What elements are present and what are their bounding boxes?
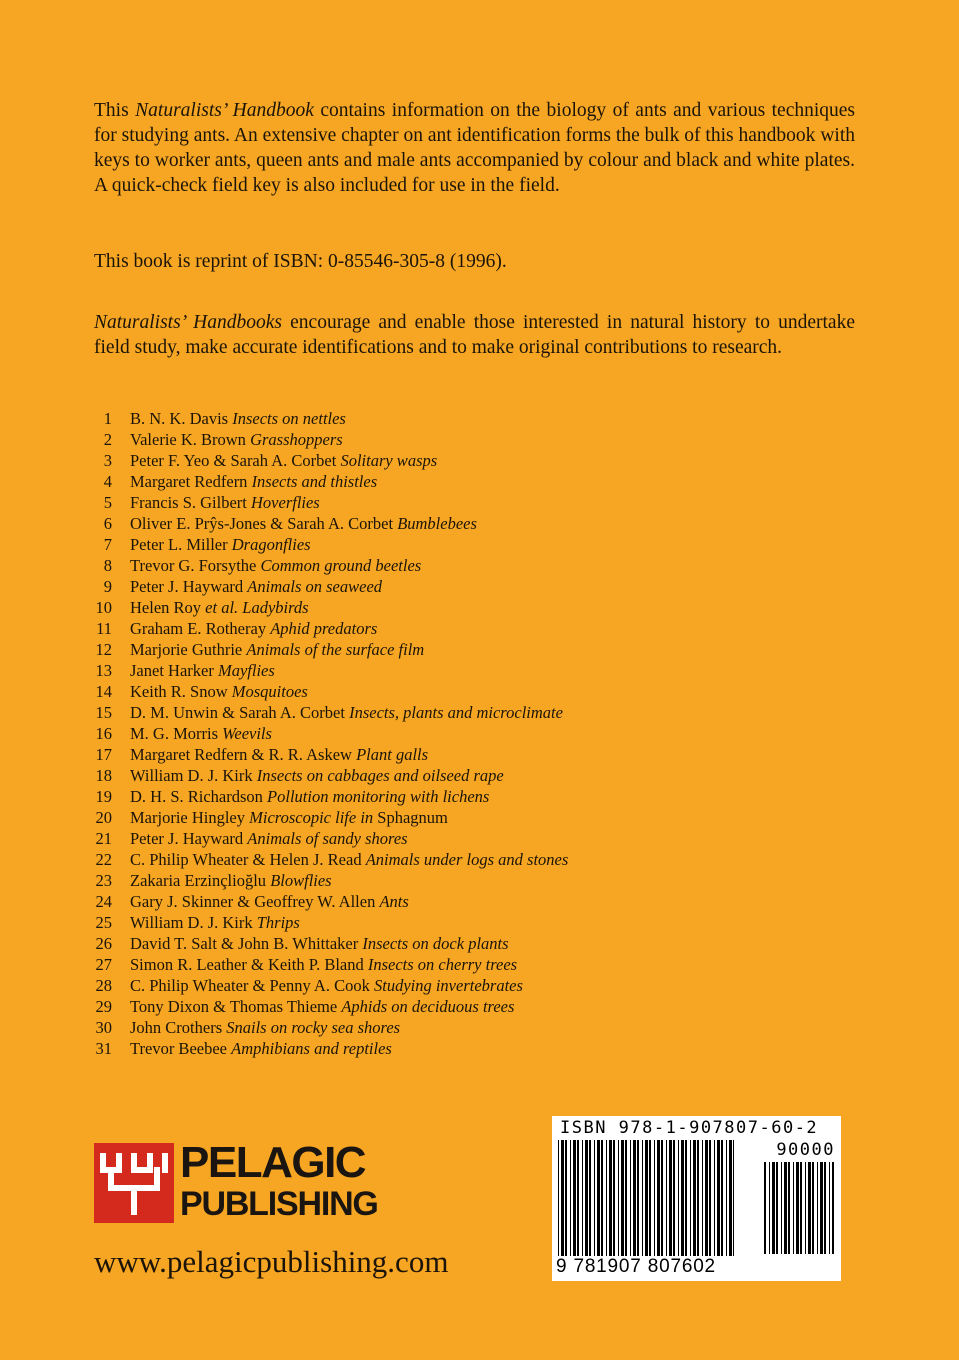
series-title: Grasshoppers [250,430,343,449]
barcode-bar [558,1140,559,1256]
publisher-name-line2: PUBLISHING [180,1185,378,1223]
series-item [92,765,852,786]
series-number: 16 [95,724,112,743]
series-author: Keith R. Snow [130,682,228,701]
series-entry [130,492,320,513]
series-number: 22 [95,850,112,869]
series-title: Insects on dock plants [362,934,509,953]
description-text: This [94,100,136,121]
series-number: 7 [103,535,112,554]
barcode-bar [582,1140,583,1256]
series-number: 12 [95,640,112,659]
barcode-bar [729,1140,732,1256]
series-title: Hoverflies [251,493,320,512]
barcode-bar [788,1162,790,1254]
barcode-bar [793,1162,794,1254]
series-author: Peter J. Hayward [130,829,244,848]
series-author: Peter J. Hayward [130,577,244,596]
series-author: Helen Roy [130,598,202,617]
series-title: Microscopic life in [249,808,374,827]
barcode-bar [661,1140,663,1256]
series-author: Gary J. Skinner & Geoffrey W. Allen [130,892,376,911]
series-item [92,828,852,849]
series-item [92,891,852,912]
series-item [92,555,852,576]
series-item [92,534,852,555]
series-title: Solitary wasps [340,451,438,470]
series-number: 25 [95,913,112,932]
handbook-title: Naturalists’ Handbook [135,100,314,121]
series-title: Animals under logs and stones [365,850,569,869]
series-entry [130,723,272,744]
series-entry [130,849,568,870]
series-author: John Crothers [130,1018,223,1037]
barcode-bar [784,1162,787,1254]
series-author: B. N. K. Davis [130,409,229,428]
series-item [92,639,852,660]
series-number: 31 [95,1039,112,1058]
barcode-bar [585,1140,588,1256]
series-number: 10 [95,598,112,617]
publisher-name [180,1138,378,1223]
barcode-bar [690,1140,691,1256]
series-title: Animals on seaweed [247,577,383,596]
series-entry [130,618,377,639]
series-entry [130,954,517,975]
barcode-bar [621,1140,624,1256]
series-number: 6 [103,514,112,533]
series-number: 14 [95,682,112,701]
series-entry [130,912,300,933]
series-number: 5 [103,493,112,512]
series-title: Plant galls [356,745,429,764]
barcode-bar [829,1162,830,1254]
barcode-bar [717,1140,720,1256]
barcode-bar [570,1140,571,1256]
series-entry [130,471,377,492]
series-item [92,576,852,597]
series-entry [130,597,309,618]
series-number: 30 [95,1018,112,1037]
series-author: C. Philip Wheater & Penny A. Cook [130,976,370,995]
series-number: 13 [95,661,112,680]
series-author: D. M. Unwin & Sarah A. Corbet [130,703,345,722]
series-list [92,408,852,1059]
reprint-note: This book is reprint of ISBN: 0-85546-305-8 (1996). [94,251,507,272]
barcode-bar [589,1140,591,1256]
publisher-website: www.pelagicpublishing.com [94,1244,449,1279]
series-entry [130,933,509,954]
barcode-bar [565,1140,567,1256]
barcode-bar [630,1140,631,1256]
series-title-suffix: Sphagnum [377,808,448,827]
publisher-logo [94,1138,394,1227]
description-text-cont: contains information on the biology of ants and various techniques for studying ants. An extensive chapter on ant identification forms the bulk of this handbook with keys to worker ants, queen ants and male ants accompanied by colour and black and white plates. A quick-check field key is also included for use in the field. [94,100,856,196]
series-number: 2 [103,430,112,449]
pelagic-logo-icon [94,1143,174,1223]
barcode-bar [769,1162,770,1254]
series-number: 24 [95,892,112,911]
barcode-bar [705,1140,708,1256]
series-author: David T. Salt & John B. Whittaker [130,934,359,953]
series-number: 9 [103,577,112,596]
series-author: William D. J. Kirk [130,913,253,932]
barcode-bar [594,1140,595,1256]
series-description-text: encourage and enable those interested in natural history to undertake field study, make accurate identifications and to make original contributions to research. [94,312,855,358]
series-entry [130,975,523,996]
isbn-digits: 9 781907 807602 [556,1256,716,1277]
barcode-bar [618,1140,619,1256]
barcode-bar [805,1162,806,1254]
series-number: 27 [95,955,112,974]
series-item [92,849,852,870]
series-entry [130,1038,392,1059]
barcode-bar [561,1140,564,1256]
barcode-bar [577,1140,579,1256]
barcode-bar [726,1140,727,1256]
series-entry [130,1017,400,1038]
barcode-bar [654,1140,655,1256]
series-entry [130,744,428,765]
series-title: Mosquitoes [231,682,308,701]
series-title: Bumblebees [397,514,477,533]
addon-barcode-bars [764,1162,834,1254]
barcode-bar [697,1140,699,1256]
series-item [92,996,852,1017]
series-item [92,471,852,492]
series-title: Animals of the surface film [246,640,425,659]
series-title: Insects on cherry trees [367,955,518,974]
series-entry [130,639,424,660]
series-title: Common ground beetles [260,556,422,575]
barcode-bar [637,1140,639,1256]
series-item [92,597,852,618]
series-item [92,618,852,639]
series-item [92,807,852,828]
barcode-bar [817,1162,818,1254]
series-entry [130,555,421,576]
barcode-bar [764,1162,766,1254]
barcode-bar [633,1140,636,1256]
series-number: 21 [95,829,112,848]
series-entry [130,807,448,828]
barcode-bar [601,1140,603,1256]
barcode-bar [613,1140,615,1256]
series-title: Studying invertebrates [373,976,523,995]
series-title: Insects on cabbages and oilseed rape [256,766,504,785]
barcode-bar [772,1162,775,1254]
barcode-bar [673,1140,675,1256]
series-entry [130,681,308,702]
series-number: 1 [103,409,112,428]
series-author: Oliver E. Prŷs-Jones & Sarah A. Corbet [130,514,394,533]
series-author: Trevor G. Forsythe [130,556,257,575]
barcode-bar [606,1140,607,1256]
series-title: Insects, plants and microclimate [349,703,563,722]
series-number: 3 [103,451,112,470]
series-title: et al. Ladybirds [205,598,309,617]
series-item [92,954,852,975]
series-title: Animals of sandy shores [247,829,408,848]
description-paragraph [94,98,855,198]
series-entry [130,786,489,807]
barcode-bar [709,1140,711,1256]
series-title: Mayflies [217,661,275,680]
series-entry [130,576,382,597]
series-entry [130,534,311,555]
series-item [92,975,852,996]
barcode-bar [681,1140,684,1256]
series-entry [130,408,346,429]
series-entry [130,429,343,450]
barcode-bar [573,1140,576,1256]
series-entry [130,765,504,786]
series-number: 29 [95,997,112,1016]
barcode-bar [669,1140,672,1256]
barcode-bar [781,1162,782,1254]
series-item [92,681,852,702]
series-author: Tony Dixon & Thomas Thieme [130,997,338,1016]
series-title: Pollution monitoring with lichens [267,787,490,806]
series-entry [130,513,477,534]
series-entry [130,891,409,912]
series-entry [130,870,332,891]
barcode-bar [649,1140,651,1256]
barcode-bar [702,1140,703,1256]
series-item [92,912,852,933]
barcode-bar [645,1140,648,1256]
series-item [92,660,852,681]
series-title: Dragonflies [231,535,311,554]
series-author: Peter F. Yeo & Sarah A. Corbet [130,451,337,470]
series-number: 8 [103,556,112,575]
series-number: 23 [95,871,112,890]
series-author: Graham E. Rotheray [130,619,267,638]
series-title: Amphibians and reptiles [231,1039,392,1058]
series-title: Aphids on deciduous trees [341,997,515,1016]
barcode-bar [685,1140,687,1256]
series-entry [130,996,514,1017]
series-title: Thrips [256,913,300,932]
publisher-name-line1: PELAGIC [180,1138,366,1187]
series-number: 28 [95,976,112,995]
barcode-bar [820,1162,823,1254]
barcode-bar [666,1140,667,1256]
series-number: 26 [95,934,112,953]
series-item [92,1017,852,1038]
barcode-bars [558,1140,734,1256]
series-author: Zakaria Erzinçlioğlu [130,871,267,890]
series-author: William D. J. Kirk [130,766,253,785]
series-title: Insects and thistles [251,472,378,491]
isbn-barcode [552,1116,841,1281]
series-item [92,450,852,471]
series-title: Weevils [222,724,272,743]
series-entry [130,660,275,681]
barcode-bar [800,1162,802,1254]
barcode-bar [832,1162,834,1254]
series-item [92,408,852,429]
series-title: Insects on nettles [232,409,346,428]
series-author: Peter L. Miller [130,535,228,554]
series-number: 17 [95,745,112,764]
series-author: D. H. S. Richardson [130,787,263,806]
series-number: 11 [96,619,112,638]
barcode-bar [733,1140,734,1256]
isbn-label: ISBN 978-1-907807-60-2 [560,1118,819,1138]
series-item [92,429,852,450]
series-name: Naturalists’ Handbooks [94,312,282,333]
series-item [92,513,852,534]
series-number: 19 [95,787,112,806]
barcode-bar [678,1140,679,1256]
barcode-bar [776,1162,778,1254]
series-entry [130,450,437,471]
series-item [92,1038,852,1059]
series-author: Margaret Redfern [130,472,248,491]
barcode-bar [796,1162,799,1254]
series-author: Marjorie Hingley [130,808,246,827]
series-item [92,933,852,954]
series-item [92,702,852,723]
barcode-bar [714,1140,715,1256]
series-author: Valerie K. Brown [130,430,246,449]
series-title: Blowflies [270,871,332,890]
series-author: Trevor Beebee [130,1039,227,1058]
barcode-bar [693,1140,696,1256]
series-item [92,723,852,744]
series-number: 18 [95,766,112,785]
barcode-bar [721,1140,723,1256]
barcode-bar [609,1140,612,1256]
barcode-bar [657,1140,660,1256]
series-item [92,492,852,513]
series-entry [130,828,408,849]
series-author: M. G. Morris [130,724,219,743]
barcode-bar [812,1162,814,1254]
series-item [92,786,852,807]
series-title: Snails on rocky sea shores [226,1018,401,1037]
barcode-bar [808,1162,811,1254]
barcode-bar [824,1162,826,1254]
series-item [92,744,852,765]
series-title: Ants [379,892,409,911]
series-number: 4 [103,472,112,491]
series-author: Simon R. Leather & Keith P. Bland [130,955,364,974]
barcode-bar [597,1140,600,1256]
barcode-bar [642,1140,643,1256]
series-number: 20 [95,808,112,827]
series-title: Aphid predators [270,619,378,638]
series-author: Francis S. Gilbert [130,493,247,512]
series-item [92,870,852,891]
series-author: Margaret Redfern & R. R. Askew [130,745,352,764]
series-author: Marjorie Guthrie [130,640,243,659]
barcode-bar [625,1140,627,1256]
series-description [94,310,855,360]
barcode-addon: 90000 [776,1140,835,1160]
series-author: Janet Harker [130,661,214,680]
series-entry [130,702,563,723]
series-number: 15 [95,703,112,722]
series-author: C. Philip Wheater & Helen J. Read [130,850,362,869]
